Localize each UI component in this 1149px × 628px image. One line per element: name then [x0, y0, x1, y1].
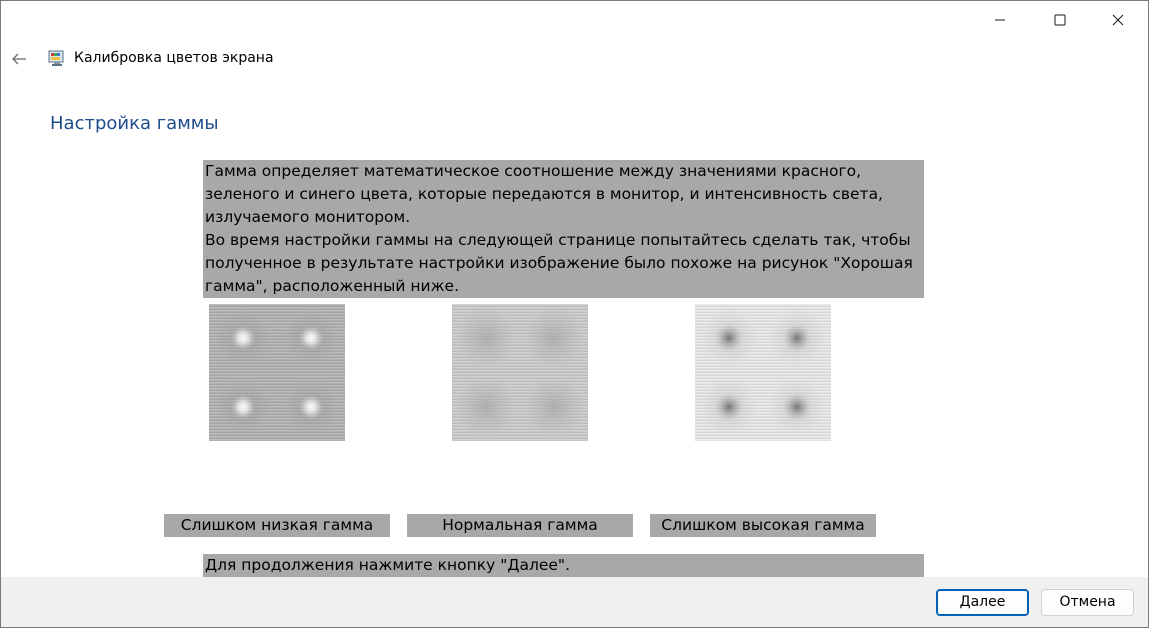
close-button[interactable] [1089, 1, 1147, 39]
intro-paragraph: Во время настройки гаммы на следующей странице попытайтесь сделать так, чтобы полученное в результате настройки изображение было похоже на рисунок "Хорошая гамма", расположенный ниже. [205, 231, 913, 295]
intro-paragraph: Гамма определяет математическое соотношение между значениями красного, зеленого и синего цвета, которые передаются в монитор, и интенсивность света, излучаемого монитором. [205, 162, 883, 226]
close-icon [1112, 14, 1124, 26]
cancel-button[interactable]: Отмена [1041, 589, 1134, 616]
low-gamma-sample-image [209, 304, 345, 441]
intro-text [203, 160, 924, 298]
maximize-button[interactable] [1031, 1, 1089, 39]
maximize-icon [1054, 14, 1066, 26]
continue-instruction: Для продолжения нажмите кнопку "Далее". [203, 554, 924, 577]
back-button[interactable] [5, 45, 33, 73]
window-title: Калибровка цветов экрана [74, 50, 274, 66]
minimize-icon [994, 14, 1006, 26]
high-gamma-label: Слишком высокая гамма [650, 514, 876, 537]
arrow-left-icon [11, 51, 27, 67]
page-heading: Настройка гаммы [50, 113, 219, 134]
normal-gamma-label: Нормальная гамма [407, 514, 633, 537]
minimize-button[interactable] [971, 1, 1029, 39]
display-color-calibration-icon [48, 49, 66, 67]
next-button[interactable]: Далее [936, 589, 1029, 616]
normal-gamma-sample-image [452, 304, 588, 441]
high-gamma-sample-image [695, 304, 831, 441]
low-gamma-label: Слишком низкая гамма [164, 514, 390, 537]
